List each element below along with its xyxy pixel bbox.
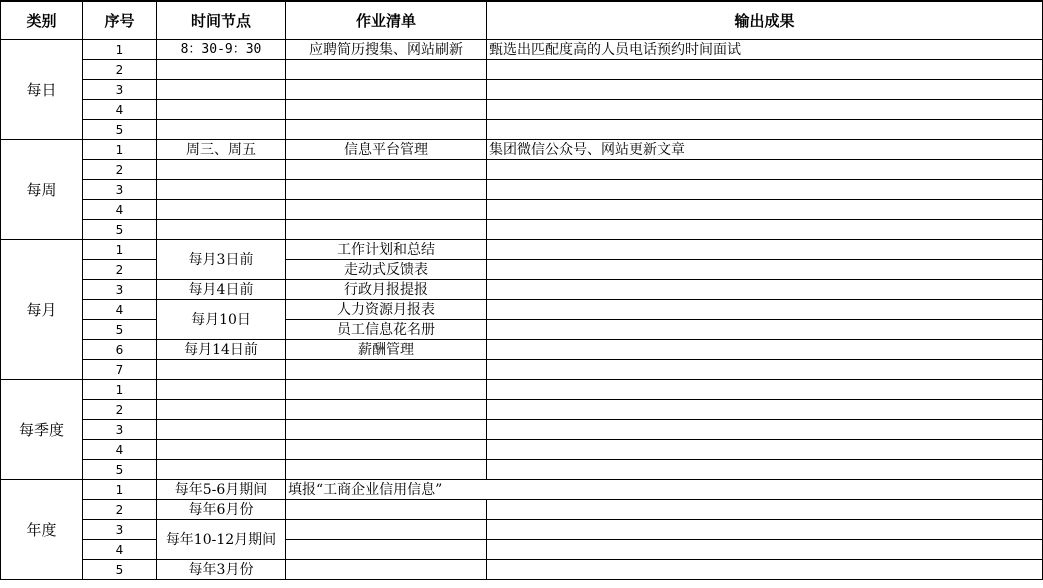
time-cell (157, 100, 286, 120)
header-task: 作业清单 (286, 1, 487, 40)
seq-cell: 4 (83, 100, 157, 120)
category-daily: 每日 (1, 40, 83, 140)
table-row (1, 440, 1043, 460)
task-cell (286, 380, 487, 400)
task-cell (286, 460, 487, 480)
header-seq: 序号 (83, 1, 157, 40)
task-cell (286, 220, 487, 240)
time-cell (157, 200, 286, 220)
task-cell: 走动式反馈表 (286, 260, 487, 280)
seq-cell: 5 (83, 560, 157, 580)
time-cell: 每月14日前 (157, 340, 286, 360)
seq-cell: 5 (83, 460, 157, 480)
task-cell (286, 160, 487, 180)
task-cell (286, 60, 487, 80)
time-cell (157, 420, 286, 440)
seq-cell: 2 (83, 400, 157, 420)
task-cell (286, 440, 487, 460)
task-cell (286, 180, 487, 200)
seq-cell: 2 (83, 60, 157, 80)
output-cell (487, 220, 1043, 240)
output-cell (487, 100, 1043, 120)
output-cell (487, 300, 1043, 320)
table-row (1, 40, 1043, 60)
header-category: 类别 (1, 1, 83, 40)
seq-cell: 1 (83, 380, 157, 400)
seq-cell: 1 (83, 140, 157, 160)
table-row (1, 200, 1043, 220)
table-row (1, 80, 1043, 100)
category-quarterly: 每季度 (1, 380, 83, 480)
time-cell: 8：30-9：30 (157, 40, 286, 60)
seq-cell: 4 (83, 540, 157, 560)
seq-cell: 3 (83, 280, 157, 300)
time-cell: 每年3月份 (157, 560, 286, 580)
seq-cell: 2 (83, 260, 157, 280)
output-cell (487, 80, 1043, 100)
seq-cell: 2 (83, 500, 157, 520)
task-cell: 应聘简历搜集、网站刷新 (286, 40, 487, 60)
time-cell (157, 120, 286, 140)
task-cell: 工作计划和总结 (286, 240, 487, 260)
seq-cell: 1 (83, 40, 157, 60)
seq-cell: 5 (83, 120, 157, 140)
time-cell (157, 80, 286, 100)
category-monthly: 每月 (1, 240, 83, 380)
table-row (1, 480, 1043, 500)
output-cell (487, 240, 1043, 260)
seq-cell: 1 (83, 480, 157, 500)
output-cell (487, 420, 1043, 440)
time-cell (157, 400, 286, 420)
output-cell (487, 380, 1043, 400)
table-row (1, 100, 1043, 120)
task-cell (286, 560, 487, 580)
time-cell (157, 460, 286, 480)
time-cell: 每年6月份 (157, 500, 286, 520)
task-cell (286, 100, 487, 120)
output-cell (487, 500, 1043, 520)
task-cell: 行政月报提报 (286, 280, 487, 300)
output-cell (487, 340, 1043, 360)
seq-cell: 6 (83, 340, 157, 360)
time-cell (157, 160, 286, 180)
seq-cell: 5 (83, 320, 157, 340)
output-cell (487, 540, 1043, 560)
seq-cell: 3 (83, 420, 157, 440)
time-cell: 每月10日 (157, 300, 286, 340)
time-cell: 每年5-6月期间 (157, 480, 286, 500)
output-cell (487, 520, 1043, 540)
task-cell (286, 120, 487, 140)
output-cell (487, 60, 1043, 80)
table-row (1, 280, 1043, 300)
task-cell (286, 360, 487, 380)
table-row (1, 560, 1043, 580)
table-row (1, 140, 1043, 160)
table-row (1, 460, 1043, 480)
table-row (1, 240, 1043, 260)
task-cell: 人力资源月报表 (286, 300, 487, 320)
seq-cell: 5 (83, 220, 157, 240)
time-cell (157, 440, 286, 460)
table-row (1, 340, 1043, 360)
table-row (1, 400, 1043, 420)
task-cell (286, 520, 487, 540)
table-row (1, 160, 1043, 180)
time-cell: 每年10-12月期间 (157, 520, 286, 560)
table-row (1, 380, 1043, 400)
table-row (1, 520, 1043, 540)
table-row (1, 420, 1043, 440)
output-cell (487, 120, 1043, 140)
output-cell (487, 200, 1043, 220)
seq-cell: 3 (83, 180, 157, 200)
table-row (1, 360, 1043, 380)
category-annual: 年度 (1, 480, 83, 580)
time-cell: 周三、周五 (157, 140, 286, 160)
output-cell (487, 180, 1043, 200)
output-cell (487, 440, 1043, 460)
output-cell: 甄选出匹配度高的人员电话预约时间面试 (487, 40, 1043, 60)
table-row (1, 500, 1043, 520)
output-cell: 集团微信公众号、网站更新文章 (487, 140, 1043, 160)
task-cell (286, 420, 487, 440)
header-row (1, 1, 1043, 40)
task-cell: 员工信息花名册 (286, 320, 487, 340)
output-cell (487, 320, 1043, 340)
seq-cell: 7 (83, 360, 157, 380)
output-cell (487, 560, 1043, 580)
header-time: 时间节点 (157, 1, 286, 40)
output-cell (487, 360, 1043, 380)
output-cell (487, 260, 1043, 280)
seq-cell: 3 (83, 520, 157, 540)
seq-cell: 4 (83, 440, 157, 460)
output-cell (487, 460, 1043, 480)
table-row (1, 220, 1043, 240)
table-row (1, 60, 1043, 80)
time-cell: 每月4日前 (157, 280, 286, 300)
task-cell: 薪酬管理 (286, 340, 487, 360)
table-row (1, 120, 1043, 140)
category-weekly: 每周 (1, 140, 83, 240)
seq-cell: 1 (83, 240, 157, 260)
output-cell (487, 280, 1043, 300)
task-cell (286, 400, 487, 420)
table-row (1, 300, 1043, 320)
task-cell: 信息平台管理 (286, 140, 487, 160)
header-output: 输出成果 (487, 1, 1043, 40)
time-cell (157, 380, 286, 400)
task-cell: 填报“工商企业信用信息” (286, 480, 1043, 500)
time-cell (157, 60, 286, 80)
time-cell (157, 180, 286, 200)
table-row (1, 180, 1043, 200)
seq-cell: 4 (83, 300, 157, 320)
seq-cell: 2 (83, 160, 157, 180)
task-cell (286, 540, 487, 560)
output-cell (487, 400, 1043, 420)
output-cell (487, 160, 1043, 180)
seq-cell: 4 (83, 200, 157, 220)
task-cell (286, 80, 487, 100)
time-cell: 每月3日前 (157, 240, 286, 280)
task-cell (286, 500, 487, 520)
task-cell (286, 200, 487, 220)
time-cell (157, 220, 286, 240)
time-cell (157, 360, 286, 380)
seq-cell: 3 (83, 80, 157, 100)
